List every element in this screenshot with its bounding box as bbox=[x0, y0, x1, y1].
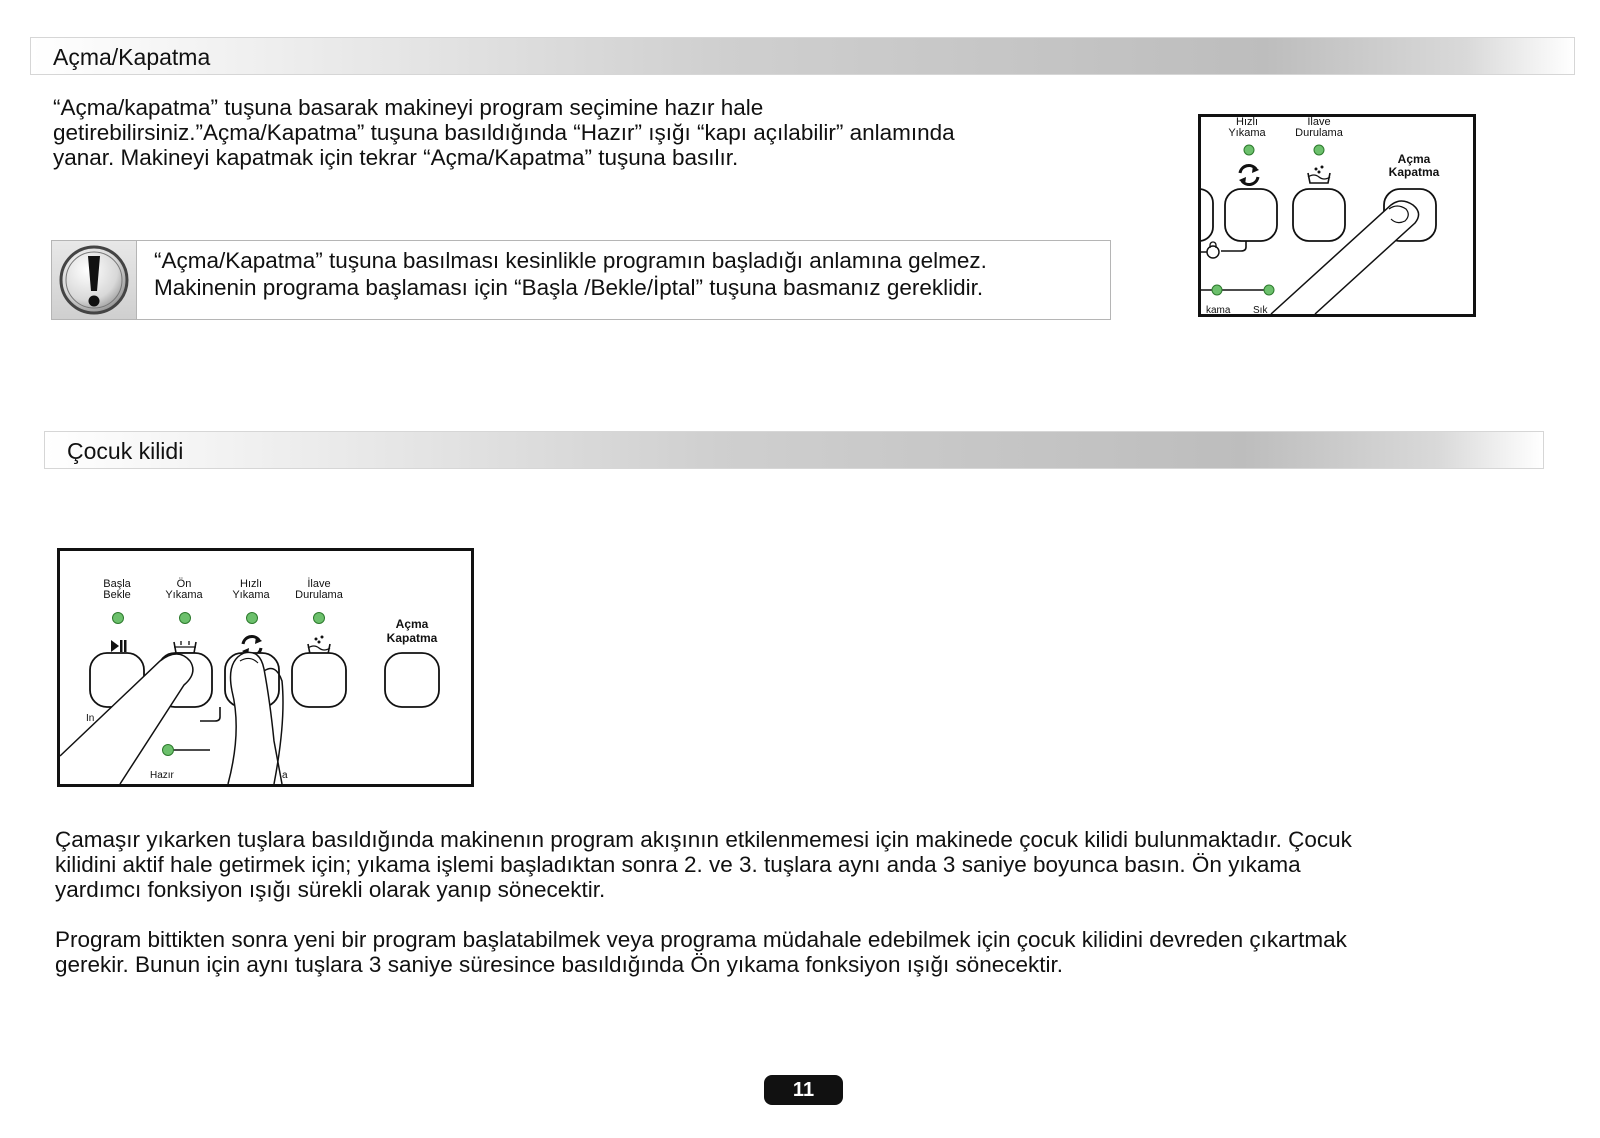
label-durulama: Durulama bbox=[295, 589, 343, 601]
led-indicator bbox=[1264, 285, 1274, 295]
play-pause-icon bbox=[111, 640, 127, 652]
led-indicator bbox=[180, 613, 191, 624]
label-hizli: Hızlı bbox=[240, 578, 262, 590]
label-ilave: İlave bbox=[1307, 117, 1331, 128]
label-kapatma: Kapatma bbox=[386, 631, 438, 645]
label-hazir: Hazır bbox=[150, 770, 174, 781]
exclamation-icon bbox=[52, 241, 136, 319]
prewash-icon bbox=[174, 641, 196, 653]
label-basla: Başla bbox=[103, 578, 131, 590]
label-yikama: Yıkama bbox=[1228, 127, 1266, 139]
paragraph-line: Program bittikten sonra yeni bir program başlatabilmek veya programa müdahale edebilmek için çocuk kilidini devreden çıkartmak bbox=[55, 927, 1347, 952]
led-indicator bbox=[163, 745, 174, 756]
label-kapatma: Kapatma bbox=[1388, 165, 1440, 179]
label-durulama: Durulama bbox=[1295, 127, 1343, 139]
paragraph-line: Çamaşır yıkarken tuşlara basıldığında makinenın program akışının etkilenmemesi için makinede çocuk kilidi bulunmaktadır. Çocuk bbox=[55, 827, 1352, 852]
led-indicator bbox=[113, 613, 124, 624]
quick-wash-button bbox=[1225, 189, 1277, 241]
label-acma: Açma bbox=[395, 617, 429, 631]
label-sik: Sık bbox=[1253, 305, 1268, 314]
section-header-acma-kapatma bbox=[30, 37, 1575, 75]
label-a: a bbox=[282, 770, 288, 781]
panel-button bbox=[1201, 189, 1213, 241]
quick-wash-icon bbox=[1239, 165, 1259, 185]
paragraph-line: gerekir. Bunun için aynı tuşlara 3 saniye süresince basıldığında Ön yıkama fonksiyon ışığı sönecektir. bbox=[55, 952, 1064, 977]
power-button bbox=[385, 653, 439, 707]
label-bekle: Bekle bbox=[103, 589, 131, 601]
paragraph-line: getirebilirsiniz.”Açma/Kapatma” tuşuna basıldığında “Hazır” ışığı “kapı açılabilir” anlamında bbox=[53, 120, 955, 145]
warning-line: “Açma/Kapatma” tuşuna basılması kesinlikle programın başladığı anlamına gelmez. bbox=[154, 248, 987, 273]
led-indicator bbox=[1314, 145, 1324, 155]
label-hizli: Hızlı bbox=[1236, 117, 1258, 128]
paragraph-line: yardımcı fonksiyon ışığı sürekli olarak yanıp sönecektir. bbox=[55, 877, 606, 902]
child-lock-panel-illustration bbox=[60, 551, 471, 784]
led-indicator bbox=[1244, 145, 1254, 155]
label-yikama: Yıkama bbox=[165, 589, 203, 601]
label-kama: kama bbox=[1206, 305, 1231, 314]
warning-line: Makinenin programa başlaması için “Başla /Bekle/İptal” tuşuna basmanız gereklidir. bbox=[154, 275, 984, 300]
power-button-figure bbox=[1198, 114, 1476, 317]
label-ilave: İlave bbox=[307, 578, 331, 590]
paragraph-line: kilidini aktif hale getirmek için; yıkama işlemi başladıktan sonra 2. ve 3. tuşlara aynı anda 3 saniye boyunca basın. Ön yıkama bbox=[55, 852, 1301, 877]
extra-rinse-button bbox=[292, 653, 346, 707]
page-number: 11 bbox=[764, 1075, 843, 1105]
section-title: Açma/Kapatma bbox=[53, 44, 211, 70]
section-title: Çocuk kilidi bbox=[67, 438, 184, 464]
warning-note bbox=[51, 240, 1111, 320]
lock-icon bbox=[1207, 242, 1219, 258]
warning-text bbox=[154, 247, 987, 301]
led-indicator bbox=[247, 613, 258, 624]
extra-rinse-icon bbox=[308, 636, 330, 655]
extra-rinse-icon bbox=[1308, 166, 1330, 184]
child-lock-figure bbox=[57, 548, 474, 787]
paragraph-line: yanar. Makineyi kapatmak için tekrar “Açma/Kapatma” tuşuna basılır. bbox=[53, 145, 739, 170]
paragraph-line: “Açma/kapatma” tuşuna basarak makineyi program seçimine hazır hale bbox=[53, 95, 764, 120]
section-header-cocuk-kilidi bbox=[44, 431, 1544, 469]
child-lock-paragraph-2 bbox=[55, 927, 1347, 977]
extra-rinse-button bbox=[1293, 189, 1345, 241]
label-acma: Açma bbox=[1397, 152, 1431, 166]
led-indicator bbox=[314, 613, 325, 624]
led-indicator bbox=[1212, 285, 1222, 295]
label-on: Ön bbox=[176, 578, 192, 590]
label-yikama: Yıkama bbox=[232, 589, 270, 601]
control-panel-illustration bbox=[1201, 117, 1473, 314]
warning-icon-box bbox=[52, 241, 137, 319]
power-paragraph bbox=[53, 95, 955, 170]
child-lock-paragraph-1 bbox=[55, 827, 1352, 902]
label-in: In bbox=[86, 713, 95, 724]
